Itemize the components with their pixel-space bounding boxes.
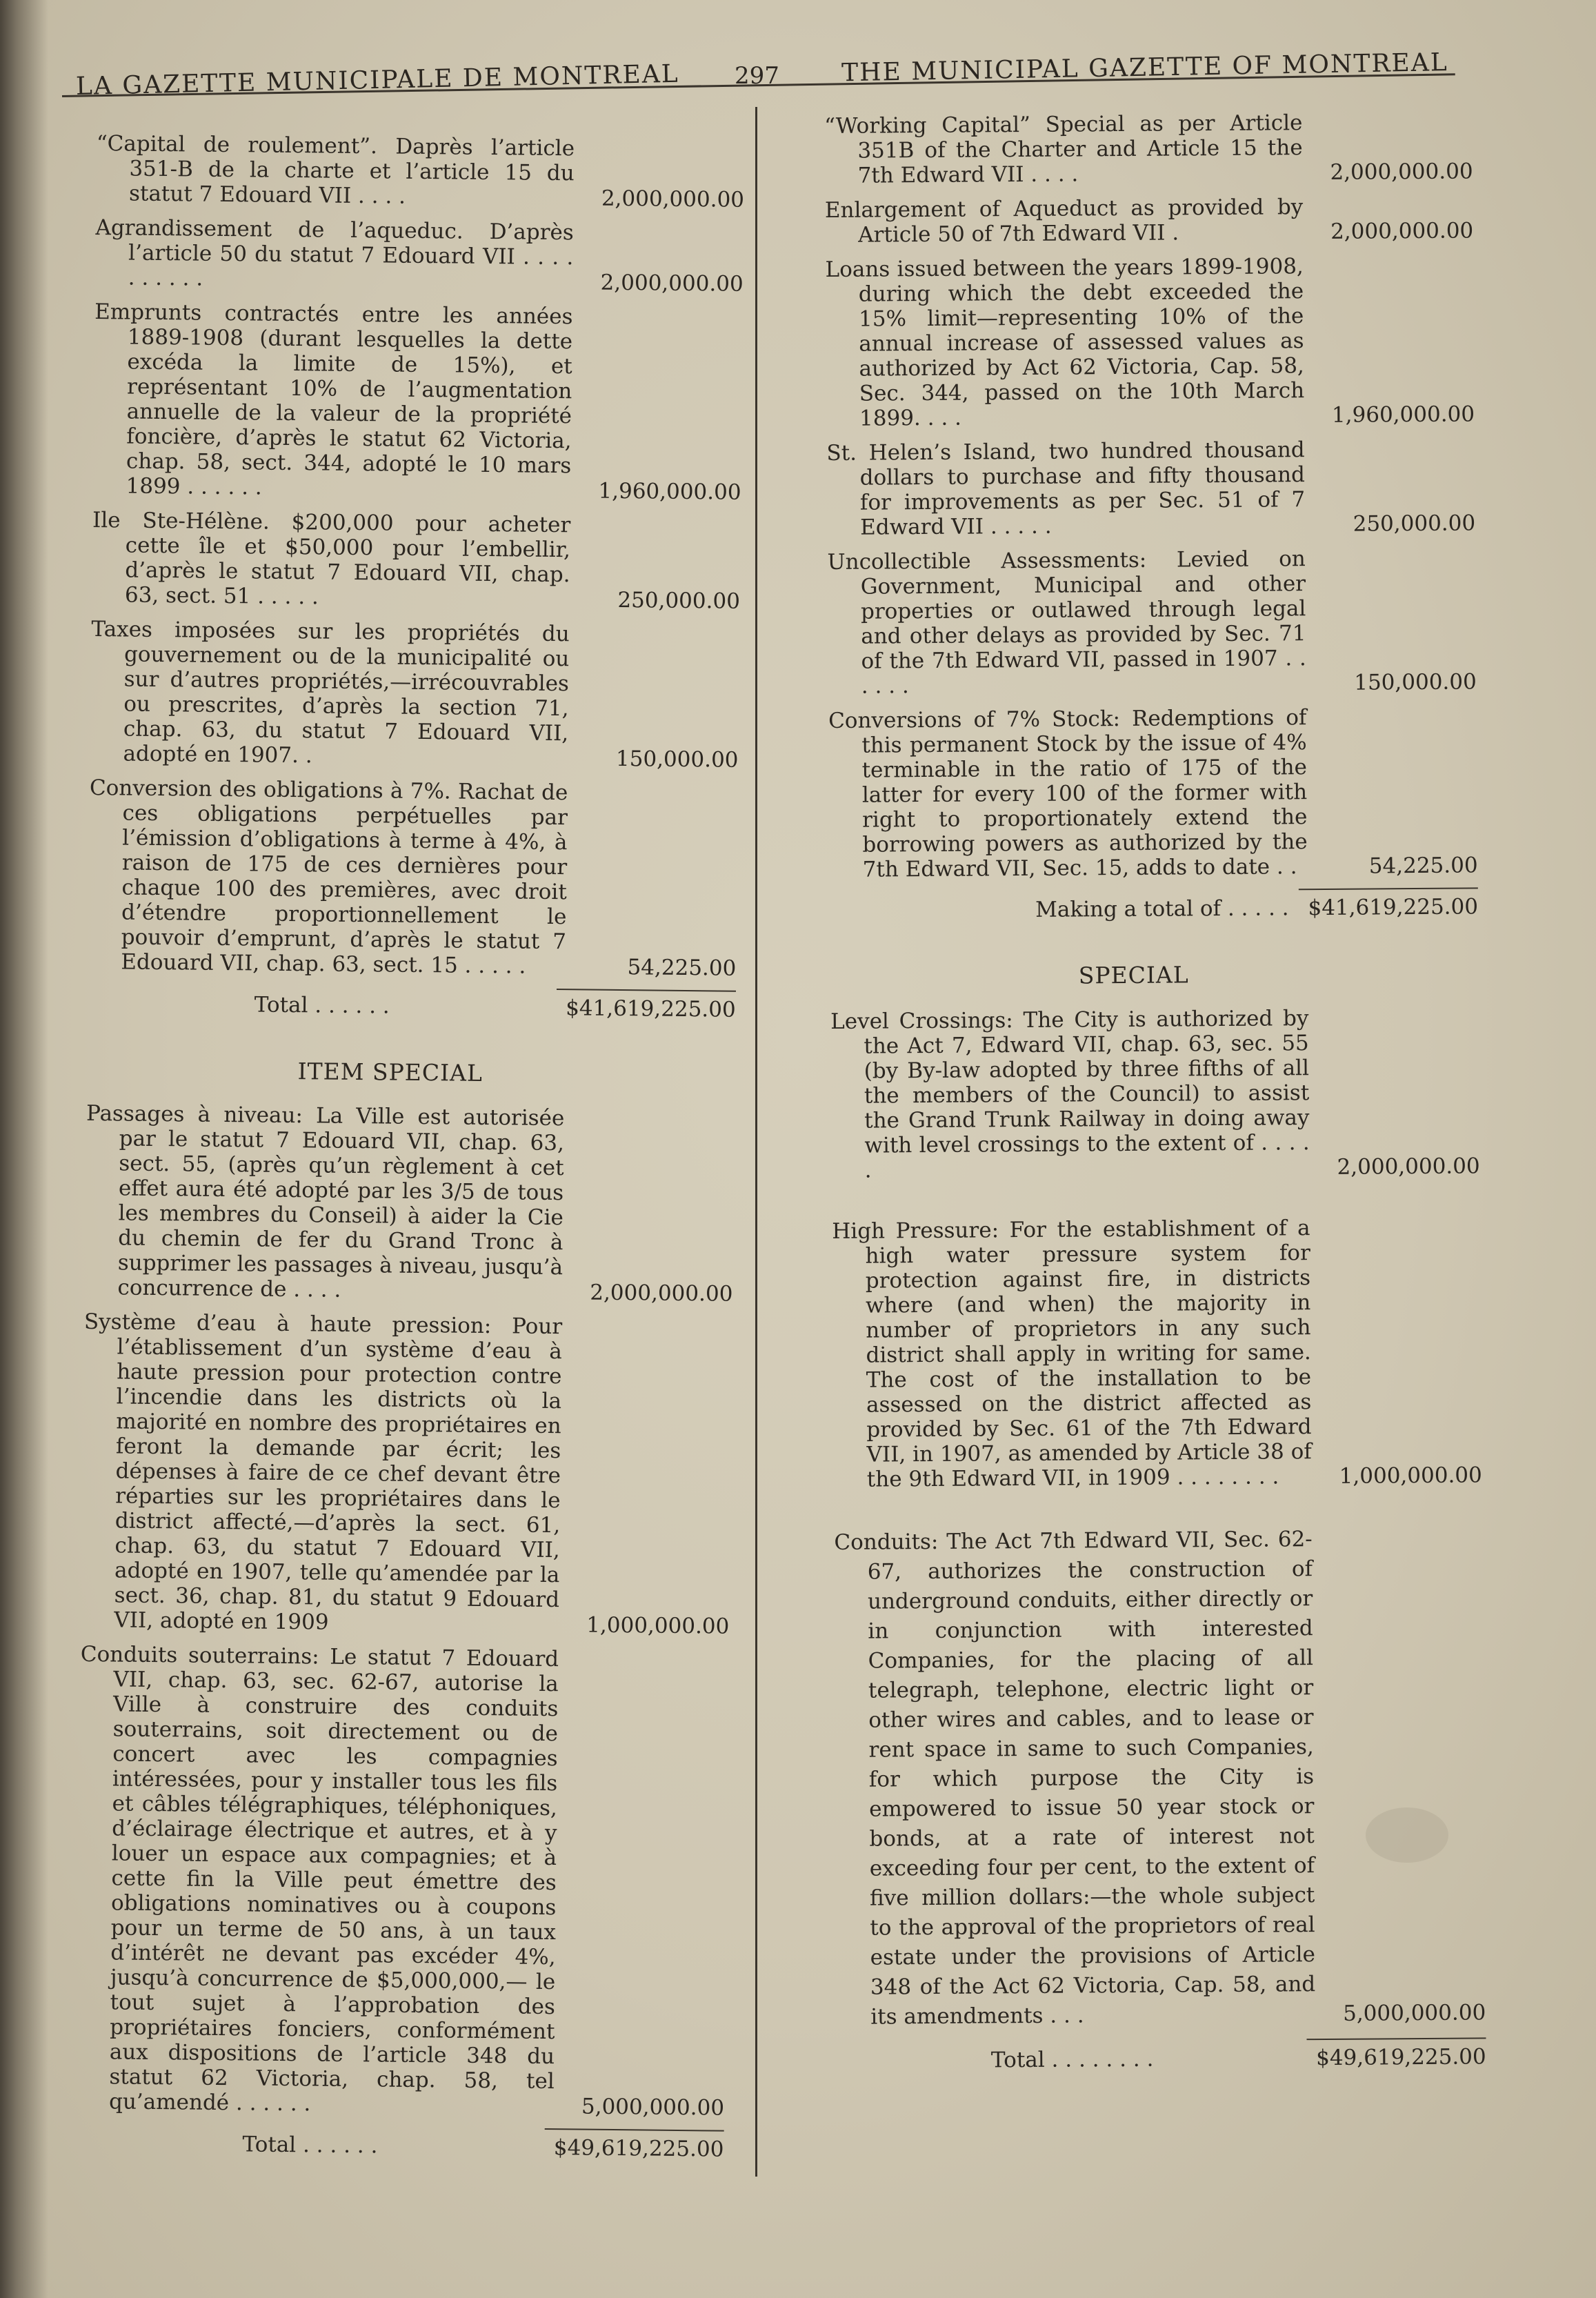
entry-text: Conversion des obligations à 7%. Rachat de ces obligations perpétuelles par l’émission d’obligations à terme à 4%, à raison de 175 de ces dernières pour chaque 100 des premières, avec droit d’étendre proportionnellement le pouvoir d’emprunt, d’après le statut 7 Edouard VII, chap. 63, sect. 15 . . . . . <box>89 775 568 979</box>
entry-text: Agrandissement de l’aqueduc. D’après l’article 50 du statut 7 Edouard VII . . . . . . . . . . <box>95 215 574 291</box>
entry-text: Emprunts contractés entre les années 1889-1908 (durant lesquelles la dette excéda la limite de 15%), et représentant 10% de l’augmentation annuelle de la valeur de la propriété foncière, d’après le statut 62 Victoria, chap. 58, sect. 344, adopté le 10 mars 1899 . . . . . . <box>94 299 573 500</box>
header-french-title: LA GAZETTE MUNICIPALE DE MONTREAL <box>75 59 680 101</box>
entry-amount: 54,225.00 <box>627 955 737 981</box>
list-item <box>825 252 1475 431</box>
total-amount: $41,619,225.00 <box>1308 894 1479 921</box>
entry-amount: 5,000,000.00 <box>581 2094 725 2121</box>
total-label: Total . . . . . . <box>254 992 390 1019</box>
list-item <box>84 1101 735 1307</box>
entry-amount: 2,000,000.00 <box>590 1280 733 1307</box>
list-item <box>96 131 745 212</box>
list-item <box>830 1004 1480 1183</box>
entry-amount: 250,000.00 <box>617 587 741 614</box>
entry-amount: 150,000.00 <box>1354 669 1477 695</box>
entry-text: Loans issued between the years 1899-1908, during which the debt exceeded the 15% limit—representing 10% of the annual increase of assessed values as authorized by Act 62 Victoria, Cap. 58, Sec. 344, passed on the 10th March 1899. . . . <box>825 254 1305 431</box>
spacer <box>832 1188 1480 1219</box>
list-item <box>828 704 1478 882</box>
sum-rule <box>88 984 736 992</box>
entry-text: “Capital de roulement”. Daprès l’article 351-B de la charte et l’article 15 du statut 7 Edouard VII . . . . <box>96 131 575 209</box>
list-item <box>832 1214 1482 1492</box>
total-row <box>88 991 736 1022</box>
entry-text: Uncollectible Assessments: Levied on Government, Municipal and other properties or outlawed through legal and other delays as provided by Sec. 71 of the 7th Edward VII, passed in 1907 . . . . . . <box>827 546 1306 699</box>
list-item <box>826 436 1475 540</box>
entry-text: Passages à niveau: La Ville est autorisée par le statut 7 Edouard VII, chap. 63, sect. 55, (après qu’un règlement à cet effet aura été adopté par les 3/5 de tous les membres du Conseil) à aider la Cie du chemin de fer du Grand Tronc à supprimer les passages à niveau, jusqu’à concurrence de . . . . <box>86 1100 565 1302</box>
entry-amount: 150,000.00 <box>615 746 739 773</box>
total-row <box>830 894 1478 924</box>
entry-amount: 1,000,000.00 <box>586 1612 730 1639</box>
entry-amount: 1,960,000.00 <box>1331 402 1475 428</box>
list-item <box>92 299 743 505</box>
entry-amount: 250,000.00 <box>1353 511 1476 537</box>
entry-text: Conversions of 7% Stock: Redemptions of this permanent Stock by the issue of 4% terminable in the ratio of 175 of the latter for every 100 of the former with right to proportionately extend the borrowing powers as authorized by the 7th Edward VII, Sec. 15, adds to date . . <box>828 705 1308 882</box>
sum-rule <box>838 2037 1486 2043</box>
list-item <box>834 1523 1486 2032</box>
header-english-title: THE MUNICIPAL GAZETTE OF MONTREAL <box>841 48 1449 88</box>
column-divider <box>755 107 757 2177</box>
paper-stain <box>1366 1807 1448 1863</box>
total-amount: $41,619,225.00 <box>566 996 736 1022</box>
list-item <box>825 193 1473 248</box>
french-column <box>75 131 745 2172</box>
entry-amount: 2,000,000.00 <box>1337 1153 1480 1180</box>
page-number: 297 <box>735 62 779 90</box>
binding-shadow <box>0 0 48 2298</box>
entry-text: Conduits: The Act 7th Edward VII, Sec. 62-67, authorizes the construction of underground conduits, either directly or in conjunction with interested Companies, for the placing of all telegraph, telephone, electric light or other wires and cables, and to lease or rent space in same to such Companies, for which purpose the City is empowered to issue 50 year stock or bonds, at a rate of interest not exceeding four per cent, to the extent of five million dollars:—the whole subject to the approval of the proprietors of real estate under the provisions of Article 348 of the Act 62 Victoria, Cap. 58, and its amendments . . . <box>834 1527 1316 2030</box>
grand-total-amount: $49,619,225.00 <box>1316 2044 1486 2071</box>
grand-total-row <box>75 2130 724 2162</box>
list-item <box>827 545 1476 699</box>
list-item <box>76 1642 729 2121</box>
list-item <box>81 1309 732 1639</box>
entry-text: Ile Ste-Hélène. $200,000 pour acheter cette île et $50,000 pour l’embellir, d’après le statut 7 Edouard VII, chap. 63, sect. 51 . . . . . <box>92 507 571 610</box>
entry-text: St. Helen’s Island, two hundred thousand dollars to purchase and fifty thousand for improvements as per Sec. 51 of 7 Edward VII . . . . . <box>826 437 1306 540</box>
entry-text: Système d’eau à haute pression: Pour l’établissement d’un système d’eau à haute pression pour protection contre l’incendie dans les districts où la majorité en nombre des propriétaires en feront la demande par écrit; les dépenses à faire de ce chef devant être réparties sur les propriétaires dans le district affecté,—d’après la sect. 61, chap. 63, du statut 7 Edouard VII, adopté en 1907, telle qu’amendée par la sect. 36, chap. 81, du statut 9 Edouard VII, adopté en 1909 <box>83 1309 563 1635</box>
entry-amount: 2,000,000.00 <box>601 186 745 212</box>
list-item <box>90 617 739 773</box>
total-label: Making a total of . . . . . <box>1035 895 1289 922</box>
entry-amount: 2,000,000.00 <box>1330 218 1474 244</box>
entry-text: “Working Capital” Special as per Article 351B of the Charter and Article 15 the 7th Edward VII . . . . <box>824 110 1303 188</box>
grand-total-amount: $49,619,225.00 <box>553 2135 724 2162</box>
entry-amount: 2,000,000.00 <box>600 270 744 297</box>
entry-amount: 2,000,000.00 <box>1330 159 1473 185</box>
section-heading: SPECIAL <box>1078 961 1189 989</box>
grand-total-label: Total . . . . . . <box>242 2132 378 2159</box>
list-item <box>88 775 738 981</box>
list-item <box>95 215 744 297</box>
sum-rule <box>830 887 1478 893</box>
grand-total-label: Total . . . . . . . . <box>990 2046 1154 2073</box>
entry-amount: 1,000,000.00 <box>1339 1463 1482 1489</box>
english-column <box>824 109 1486 2083</box>
list-item <box>824 109 1473 188</box>
spacer <box>834 1497 1482 1528</box>
entry-text: Enlargement of Aqueduct as provided by Article 50 of 7th Edward VII . <box>824 195 1304 248</box>
entry-amount: 1,960,000.00 <box>598 478 741 505</box>
list-item <box>92 508 741 614</box>
sum-rule <box>76 2123 724 2132</box>
entry-text: Taxes imposées sur les propriétés du gouvernement ou de la municipalité ou sur d’autres propriétés,—irrécouvrables ou prescrites, d’après la section 71, chap. 63, du statut 7 Edouard VII, adopté en 1907. . <box>91 616 570 769</box>
entry-amount: 54,225.00 <box>1368 853 1478 879</box>
section-heading: ITEM SPECIAL <box>297 1058 483 1087</box>
entry-text: Level Crossings: The City is authorized by the Act 7, Edward VII, chap. 63, sec. 55 (by By-law adopted by three fifths of all the members of the Council) to assist the Grand Trunk Railway in doing away with level crossings to the extent of . . . . . <box>830 1006 1310 1183</box>
page-header <box>69 41 1462 103</box>
grand-total-row <box>838 2044 1486 2074</box>
entry-text: Conduits souterrains: Le statut 7 Edouard VII, chap. 63, sec. 62-67, autorise la Ville à construire des conduits souterrains, soit directement ou de concert avec les compagnies intéressées, pour y installer tous les fils et câbles télégraphiques, téléphoniques, d’éclairage électrique et autres, et à y louer un espace aux compagnies; et à cette fin la Ville peut émettre des obligations nominatives ou à coupons pour un terme de 50 ans, à un taux d’intérêt ne devant pas excéder 4%, jusqu’à concurrence de $5,000,000,— le tout sujet à l’approbation des propriétaires fonciers, conformément aux dispositions de l’article 348 du statut 62 Victoria, chap. 58, tel qu’amendé . . . . . . <box>80 1641 559 2117</box>
entry-amount: 5,000,000.00 <box>1343 2000 1486 2026</box>
entry-text: High Pressure: For the establishment of a high water pressure system for protection against fire, in districts where (and when) the majority in number of proprietors in any such district shall apply in writing for same. The cost of the installation to be assessed on the district affected as provided by Sec. 61 of the 7th Edward VII, in 1907, as amended by Article 38 of the 9th Edward VII, in 1909 . . . . . . . . <box>832 1216 1312 1492</box>
